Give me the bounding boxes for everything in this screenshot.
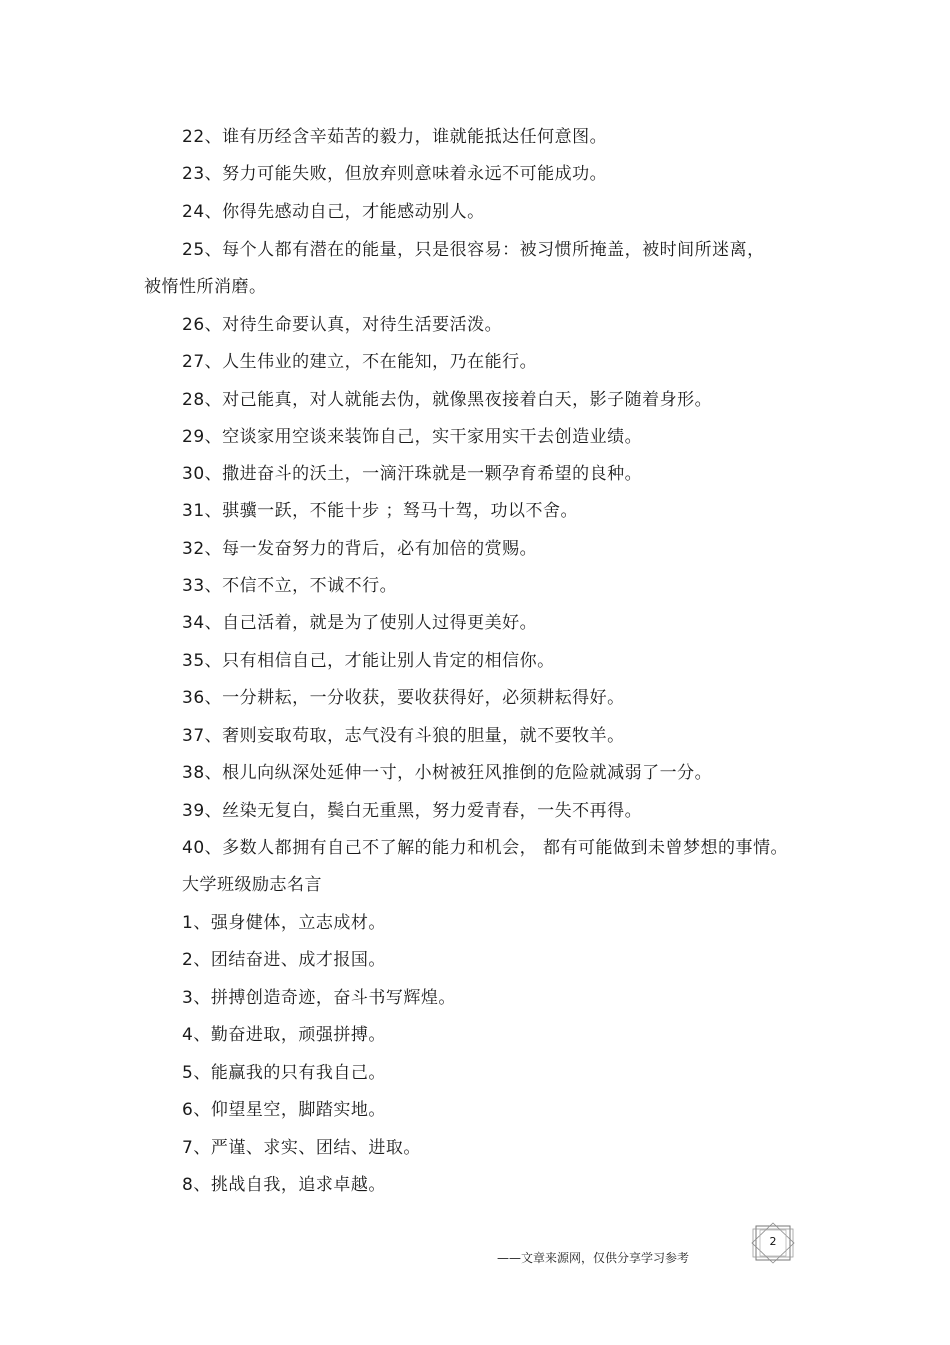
quote-line: 35、只有相信自己，才能让别人肯定的相信你。 xyxy=(182,651,555,671)
quote-line: 2、团结奋进、成才报国。 xyxy=(182,950,386,970)
quote-line: 4、勤奋进取，顽强拼搏。 xyxy=(182,1025,386,1045)
quote-line-continuation: 被惰性所消磨。 xyxy=(144,277,267,297)
quote-line: 39、丝染无复白，鬓白无重黑，努力爱青春，一失不再得。 xyxy=(182,801,643,821)
quote-line: 37、奢则妄取苟取，志气没有斗狼的胆量，就不要牧羊。 xyxy=(182,726,625,746)
quote-line: 28、对己能真，对人就能去伪，就像黑夜接着白天，影子随着身形。 xyxy=(182,390,713,410)
page-number-badge xyxy=(750,1222,796,1264)
section-title: 大学班级励志名言 xyxy=(182,875,322,895)
page-number: 2 xyxy=(769,1235,777,1248)
quote-line: 32、每一发奋努力的背后，必有加倍的赏赐。 xyxy=(182,539,538,559)
quote-line: 23、努力可能失败，但放弃则意味着永远不可能成功。 xyxy=(182,164,608,184)
footer-source-note: ——文章来源网，仅供分享学习参考 xyxy=(497,1251,690,1265)
quote-line: 6、仰望星空，脚踏实地。 xyxy=(182,1100,386,1120)
quote-line: 31、骐骥一跃，不能十步 ；驽马十驾，功以不舍。 xyxy=(182,501,579,521)
quote-line: 38、根儿向纵深处延伸一寸，小树被狂风推倒的危险就减弱了一分。 xyxy=(182,763,713,783)
quote-line: 3、拼搏创造奇迹，奋斗书写辉煌。 xyxy=(182,988,456,1008)
quote-line: 34、自己活着，就是为了使别人过得更美好。 xyxy=(182,613,538,633)
quote-line: 29、空谈家用空谈来装饰自己，实干家用实干去创造业绩。 xyxy=(182,427,643,447)
quote-line: 33、不信不立，不诚不行。 xyxy=(182,576,398,596)
quote-line: 25、每个人都有潜在的能量，只是很容易：被习惯所掩盖，被时间所迷离， xyxy=(182,240,765,260)
quote-line: 22、谁有历经含辛茹苦的毅力，谁就能抵达任何意图。 xyxy=(182,127,608,147)
quote-line: 7、严谨、求实、团结、进取。 xyxy=(182,1138,421,1158)
quote-line: 26、对待生命要认真，对待生活要活泼。 xyxy=(182,315,503,335)
quote-line: 1、强身健体，立志成材。 xyxy=(182,913,386,933)
quote-line: 30、撒进奋斗的沃土，一滴汗珠就是一颗孕育希望的良种。 xyxy=(182,464,643,484)
quote-line: 5、能赢我的只有我自己。 xyxy=(182,1063,386,1083)
quote-line: 24、你得先感动自己，才能感动别人。 xyxy=(182,202,485,222)
quote-line: 27、人生伟业的建立，不在能知，乃在能行。 xyxy=(182,352,538,372)
quote-line: 8、挑战自我，追求卓越。 xyxy=(182,1175,386,1195)
quote-line: 40、多数人都拥有自己不了解的能力和机会， 都有可能做到未曾梦想的事情。 xyxy=(182,838,789,858)
quote-line: 36、一分耕耘，一分收获，要收获得好，必须耕耘得好。 xyxy=(182,688,625,708)
